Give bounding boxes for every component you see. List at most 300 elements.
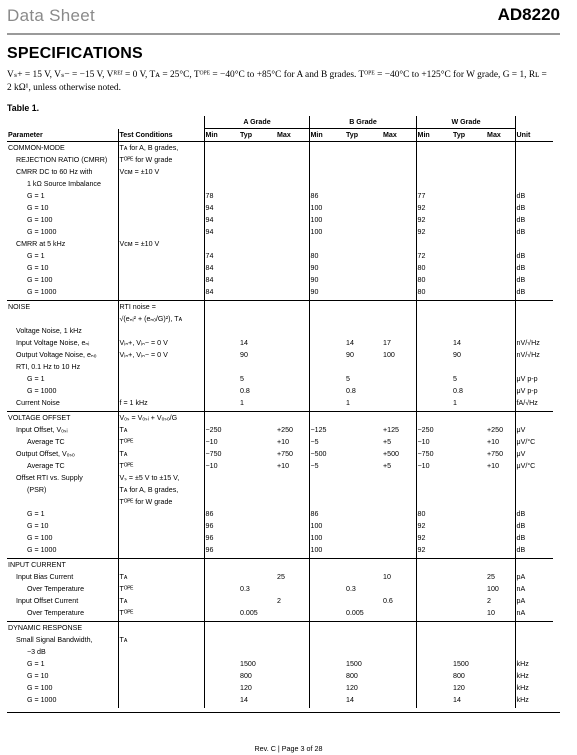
condition-cell [118,288,204,301]
value-cell [486,648,515,660]
value-cell [276,498,309,510]
value-cell [276,180,309,192]
value-cell [204,660,239,672]
value-cell [276,534,309,546]
value-cell: 0.005 [240,609,258,617]
value-cell [309,301,345,316]
parameter-cell: Voltage Noise, 1 kHz [16,327,82,335]
group-header-row [7,116,553,129]
value-cell [345,264,382,276]
value-cell: 120 [240,684,252,692]
value-cell [276,486,309,498]
value-cell: 100 [309,204,345,216]
value-cell [486,363,515,375]
value-cell [276,559,309,574]
value-cell: +250 [487,426,504,434]
value-cell [486,301,515,316]
value-cell [239,315,276,327]
table-row [7,228,553,240]
value-cell [452,534,486,546]
value-cell [382,498,416,510]
value-cell [345,204,382,216]
value-cell [204,597,239,609]
table-label: Table 1. [7,103,40,113]
value-cell [382,510,416,522]
value-cell: 14 [346,339,354,347]
condition-cell [118,216,204,228]
value-cell [486,252,515,264]
unit-cell: dB [515,192,553,204]
condition-cell [118,672,204,684]
value-cell [486,660,515,672]
value-cell [239,648,276,660]
value-cell [276,204,309,216]
value-cell: +250 [277,426,293,434]
value-cell [239,486,276,498]
value-cell [452,240,486,252]
value-cell [204,474,239,486]
value-cell: 120 [453,684,465,692]
value-cell [239,534,276,546]
value-cell [486,240,515,252]
value-cell [309,315,345,327]
value-cell [204,486,239,498]
value-cell [416,387,452,399]
value-cell [416,486,452,498]
parameter-cell: G = 1 [27,252,45,260]
value-cell [239,546,276,559]
value-cell: 92 [416,534,452,546]
parameter-cell: Over Temperature [27,609,85,617]
value-cell [452,597,486,609]
value-cell [416,412,452,427]
value-cell: 90 [346,351,354,359]
value-cell [486,228,515,240]
unit-cell: nA [515,609,553,622]
value-cell: 86 [204,510,239,522]
column-header: Min [204,129,239,142]
value-cell [382,228,416,240]
value-cell: 92 [416,216,452,228]
condition-cell [118,522,204,534]
value-cell [382,684,416,696]
value-cell [486,696,515,708]
parameter-cell: Current Noise [16,399,60,407]
unit-cell: kHz [515,660,553,672]
unit-cell [515,240,553,252]
table-row [7,510,553,522]
value-cell [239,192,276,204]
value-cell [276,216,309,228]
unit-cell: dB [515,288,553,301]
table-row [7,363,553,375]
parameter-cell: G = 100 [27,534,53,542]
value-cell [416,351,452,363]
table-row [7,315,553,327]
parameter-cell: Offset RTI vs. Supply [16,474,83,482]
table-row [7,546,553,559]
value-cell [416,474,452,486]
value-cell [345,363,382,375]
value-cell [204,585,239,597]
value-cell [239,252,276,264]
value-cell [382,522,416,534]
parameter-cell: NOISE [7,301,118,316]
value-cell [239,522,276,534]
value-cell [309,622,345,637]
value-cell [452,585,486,597]
value-cell [416,585,452,597]
value-cell: −250 [204,426,239,438]
value-cell: −5 [309,462,345,474]
value-cell [486,264,515,276]
value-cell [276,399,309,412]
condition-cell: Tᴼᴾᴱ for W grade [118,498,204,510]
value-cell [276,156,309,168]
parameter-cell: Average TC [27,438,65,446]
parameter-cell: 1 kΩ Source Imbalance [27,180,101,188]
value-cell: 92 [416,522,452,534]
value-cell [416,696,452,708]
value-cell [452,301,486,316]
condition-cell [118,546,204,559]
unit-cell: μV [515,426,553,438]
value-cell [204,240,239,252]
unit-cell: dB [515,264,553,276]
value-cell: 10 [487,609,495,617]
value-cell: 78 [204,192,239,204]
parameter-cell: Input Bias Current [16,573,74,581]
value-cell [416,180,452,192]
spec-table-body [7,142,553,709]
value-cell: 100 [309,216,345,228]
condition-cell: Vₒₛ = Vₒₛᵢ + Vₒₛₒ/G [118,412,204,427]
value-cell [345,498,382,510]
value-cell [204,339,239,351]
value-cell [204,573,239,585]
value-cell [309,240,345,252]
value-cell: 94 [204,216,239,228]
value-cell [239,156,276,168]
value-cell [486,192,515,204]
conditions-text: Vₛ+ = 15 V, Vₛ− = −15 V, Vᴿᴱᶠ = 0 V, Tᴀ = 25°C, Tᴼᴾᴱ = −40°C to +85°C for A and B grades. Tᴼᴾᴱ = −40°C to +125°C for W grade, G = 1, Rʟ = 2 kΩ¹, unless otherwise noted. [7,70,547,93]
value-cell [452,474,486,486]
value-cell: 90 [309,264,345,276]
value-cell [486,288,515,301]
page-footer: Rev. C | Page 3 of 28 [254,744,323,753]
value-cell: 14 [240,339,248,347]
unit-cell: μV/°C [515,438,553,450]
table-row [7,327,553,339]
unit-cell: dB [515,228,553,240]
condition-cell [118,696,204,708]
value-cell: 84 [204,264,239,276]
table-row [7,438,553,450]
value-cell [452,252,486,264]
value-cell [239,597,276,609]
table-row [7,252,553,264]
value-cell [452,264,486,276]
table-row [7,696,553,708]
condition-cell [118,228,204,240]
value-cell [486,399,515,412]
parameter-cell [7,315,118,327]
parameter-cell: REJECTION RATIO (CMRR) [16,156,108,164]
value-cell: 96 [204,546,239,559]
value-cell [309,327,345,339]
value-cell [276,672,309,684]
value-cell: 1 [240,399,244,407]
column-header: Typ [452,129,486,142]
parameter-cell [7,498,118,510]
value-cell [239,180,276,192]
value-cell [204,609,239,622]
value-cell [345,240,382,252]
value-cell [204,622,239,637]
value-cell: 1 [346,399,350,407]
value-cell: 86 [309,510,345,522]
unit-cell [515,180,553,192]
condition-cell [118,622,204,637]
column-header: Min [309,129,345,142]
value-cell [345,546,382,559]
parameter-cell: G = 100 [27,684,53,692]
condition-cell: Tᴀ [118,636,204,648]
value-cell [452,426,486,438]
table-row [7,204,553,216]
value-cell [486,156,515,168]
value-cell [345,510,382,522]
table-row [7,426,553,438]
table-row [7,450,553,462]
value-cell [276,228,309,240]
parameter-cell: G = 1000 [27,696,57,704]
value-cell [452,288,486,301]
table-row [7,168,553,180]
value-cell [309,597,345,609]
value-cell [382,559,416,574]
value-cell [452,192,486,204]
value-cell [452,648,486,660]
column-header: Typ [239,129,276,142]
table-row [7,660,553,672]
condition-cell [118,264,204,276]
section-label: Data Sheet [7,6,96,25]
table-row [7,264,553,276]
value-cell: 25 [487,573,495,581]
value-cell [204,559,239,574]
value-cell [239,301,276,316]
value-cell [486,180,515,192]
table-row [7,486,553,498]
value-cell [486,522,515,534]
value-cell [486,412,515,427]
value-cell [452,142,486,157]
value-cell: 77 [416,192,452,204]
parameter-cell: Input Offset, Vₒₛᵢ [16,426,68,434]
value-cell [345,252,382,264]
parameter-cell: G = 1000 [27,387,57,395]
value-cell [486,684,515,696]
value-cell: 5 [240,375,244,383]
condition-cell [118,204,204,216]
value-cell [486,216,515,228]
parameter-cell: Output Voltage Noise, eₙₒ [16,351,97,359]
value-cell [276,375,309,387]
value-cell [345,559,382,574]
value-cell [452,486,486,498]
value-cell [204,648,239,660]
value-cell [309,672,345,684]
value-cell: 800 [453,672,465,680]
value-cell [309,498,345,510]
condition-cell: Tᴀ [118,573,204,585]
value-cell [276,585,309,597]
value-cell [452,573,486,585]
value-cell [382,204,416,216]
value-cell [309,696,345,708]
value-cell: 92 [416,204,452,216]
value-cell [345,450,382,462]
table-row [7,609,553,622]
table-row [7,672,553,684]
value-cell [416,609,452,622]
unit-cell: μV [515,450,553,462]
value-cell [204,142,239,157]
unit-cell: μV p-p [515,375,553,387]
unit-cell: dB [515,216,553,228]
value-cell [452,622,486,637]
value-cell [486,546,515,559]
value-cell [345,156,382,168]
column-header: Typ [345,129,382,142]
value-cell: 74 [204,252,239,264]
value-cell: 84 [204,288,239,301]
unit-cell [515,327,553,339]
value-cell [345,648,382,660]
value-cell [309,684,345,696]
value-cell: −10 [204,438,239,450]
value-cell: 14 [453,696,461,704]
value-cell [276,660,309,672]
value-cell [204,375,239,387]
value-cell [486,375,515,387]
value-cell [204,180,239,192]
value-cell [276,636,309,648]
condition-cell [118,387,204,399]
unit-cell: dB [515,534,553,546]
value-cell: 1500 [453,660,469,668]
parameter-cell: Average TC [27,462,65,470]
value-cell: +5 [383,462,392,470]
value-cell: 80 [416,510,452,522]
table-row [7,192,553,204]
value-cell [309,363,345,375]
table-row [7,240,553,252]
value-cell: 14 [453,339,461,347]
value-cell: 80 [416,264,452,276]
group-header-a: A Grade [204,116,309,129]
value-cell [345,228,382,240]
condition-cell: Tᴼᴾᴱ [118,438,204,450]
value-cell [382,192,416,204]
value-cell: 0.8 [453,387,463,395]
value-cell: +10 [487,462,500,470]
value-cell [452,156,486,168]
value-cell [486,636,515,648]
value-cell: 96 [204,522,239,534]
value-cell [239,622,276,637]
value-cell: 100 [309,522,345,534]
value-cell [416,597,452,609]
condition-cell [118,375,204,387]
unit-cell [515,622,553,637]
value-cell: 100 [487,585,499,593]
value-cell [204,399,239,412]
value-cell [382,252,416,264]
parameter-cell: DYNAMIC RESPONSE [7,622,118,637]
table-row [7,339,553,351]
value-cell [382,180,416,192]
value-cell: +125 [383,426,399,434]
value-cell [345,636,382,648]
value-cell [382,363,416,375]
spec-table [7,116,553,708]
value-cell: 5 [346,375,350,383]
value-cell: 5 [453,375,457,383]
unit-cell [515,168,553,180]
value-cell [382,288,416,301]
value-cell: −10 [416,462,452,474]
value-cell [382,672,416,684]
parameter-cell: G = 10 [27,264,49,272]
value-cell [486,534,515,546]
value-cell: 0.3 [346,585,356,593]
condition-cell [118,534,204,546]
value-cell [452,228,486,240]
value-cell: 86 [309,192,345,204]
page-title: SPECIFICATIONS [7,45,143,62]
value-cell [276,522,309,534]
value-cell [239,327,276,339]
parameter-cell: COMMON-MODE [7,142,118,157]
unit-cell: dB [515,276,553,288]
value-cell [239,264,276,276]
value-cell [382,546,416,559]
value-cell [382,474,416,486]
value-cell [204,684,239,696]
table-row [7,399,553,412]
value-cell [345,192,382,204]
value-cell [382,609,416,622]
value-cell [204,672,239,684]
value-cell [416,301,452,316]
value-cell [345,622,382,637]
value-cell [276,696,309,708]
value-cell: 10 [383,573,391,581]
value-cell [276,288,309,301]
value-cell [204,412,239,427]
unit-cell: pA [515,573,553,585]
value-cell: +500 [383,450,399,458]
table-row [7,522,553,534]
column-header-row [7,129,553,142]
condition-cell [118,192,204,204]
value-cell: 90 [240,351,248,359]
value-cell [345,276,382,288]
value-cell [204,351,239,363]
value-cell [382,276,416,288]
